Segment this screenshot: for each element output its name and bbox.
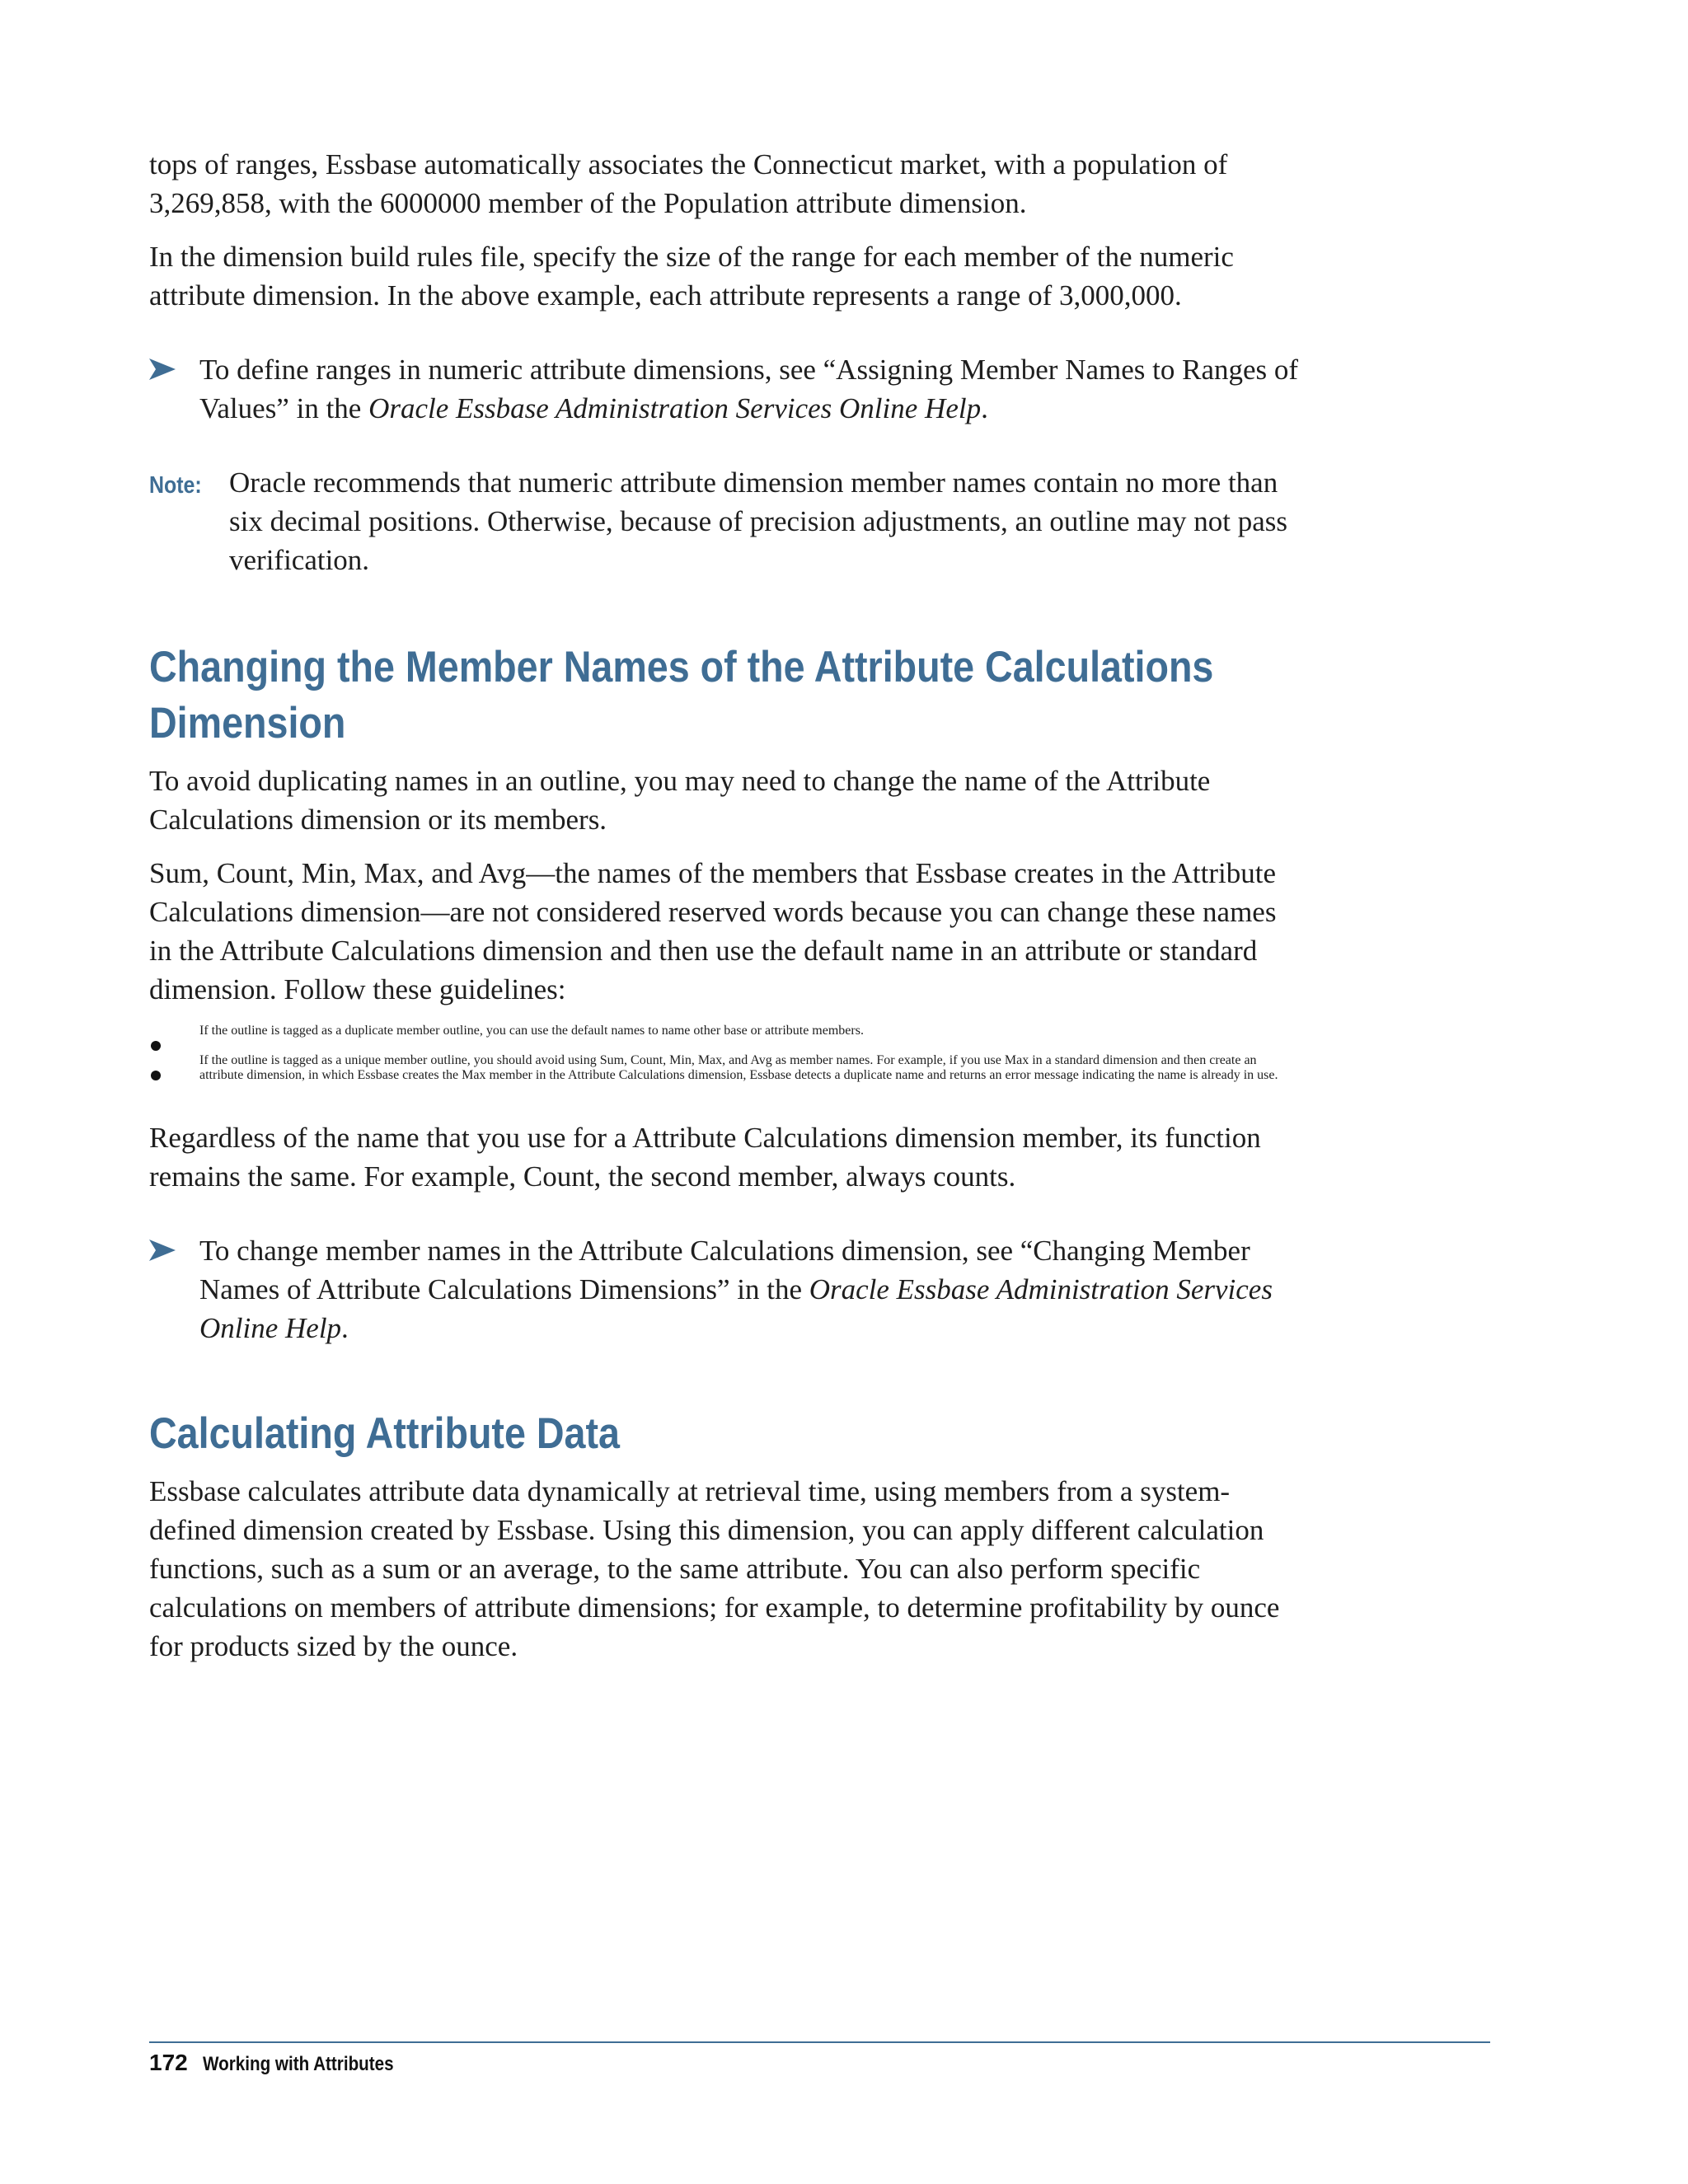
note-label: Note:: [149, 472, 202, 499]
footer-divider: [149, 2041, 1490, 2043]
paragraph-reserved-words: Sum, Count, Min, Max, and Avg—the names of the members that Essbase creates in the Attribute Calculations dimension—are not considered reserved words because you can change these names in the Attribute Calculations dimension and then use the default name in an attribute or standard dimension. Follow these guidelines:: [149, 857, 1277, 1005]
section-heading-change-names: Changing the Member Names of the Attribute Calculations Dimension: [149, 643, 1214, 748]
page-footer: [149, 2050, 424, 2076]
paragraph-range-size: In the dimension build rules file, specify the size of the range for each member of the numeric attribute dimension. In the above example, each attribute represents a range of 3,000,000.: [149, 241, 1234, 312]
list-item: If the outline is tagged as a unique member outline, you should avoid using Sum, Count, Min, Max, and Avg as member names. For example, if you use Max in a standard dimension and then create an attribute dimension, in which Essbase creates the Max member in the Attribute Calculations dimension, Essbase detects a duplicate name and returns an error message indicating the name is already in use.: [149, 1053, 1303, 1083]
bullet-icon: [151, 1071, 161, 1080]
page-number: 172: [149, 2050, 188, 2075]
arrow-bullet-icon: [149, 359, 176, 380]
chapter-title: Working with Attributes: [202, 2053, 394, 2075]
paragraph-connecticut: tops of ranges, Essbase automatically associates the Connecticut market, with a population of 3,269,858, with the 6000000 member of the Population attribute dimension.: [149, 148, 1228, 219]
page-content: [149, 145, 1303, 1666]
procedure-change-names: To change member names in the Attribute Calculations dimension, see “Changing Member Names of Attribute Calculations Dimensions” in the Oracle Essbase Administration Services Online Help.: [149, 1231, 1303, 1347]
bullet-icon: [151, 1041, 161, 1051]
arrow-bullet-icon: [149, 1240, 176, 1261]
note-block: [149, 463, 1303, 579]
guidelines-list: [149, 1024, 1303, 1083]
paragraph-avoid-duplicating: To avoid duplicating names in an outline, you may need to change the name of the Attribute Calculations dimension or its members.: [149, 765, 1211, 836]
paragraph-function-same: Regardless of the name that you use for a Attribute Calculations dimension member, its function remains the same. For example, Count, the second member, always counts.: [149, 1122, 1261, 1193]
list-item: If the outline is tagged as a duplicate member outline, you can use the default names to name other base or attribute members.: [149, 1024, 1303, 1038]
paragraph-calculating: Essbase calculates attribute data dynamically at retrieval time, using members from a system-defined dimension created by Essbase. Using this dimension, you can apply different calculation functions, such as a sum or an average, to the same attribute. You can also perform specific calculations on members of attribute dimensions; for example, to determine profitability by ounce for products sized by the ounce.: [149, 1475, 1280, 1662]
section-heading-calculating: Calculating Attribute Data: [149, 1409, 620, 1458]
note-text: Oracle recommends that numeric attribute dimension member names contain no more than six decimal positions. Otherwise, because of precision adjustments, an outline may not pass verification.: [229, 466, 1288, 576]
procedure-define-ranges: To define ranges in numeric attribute dimensions, see “Assigning Member Names to Ranges of Values” in the Oracle Essbase Administration Services Online Help.: [149, 350, 1303, 428]
